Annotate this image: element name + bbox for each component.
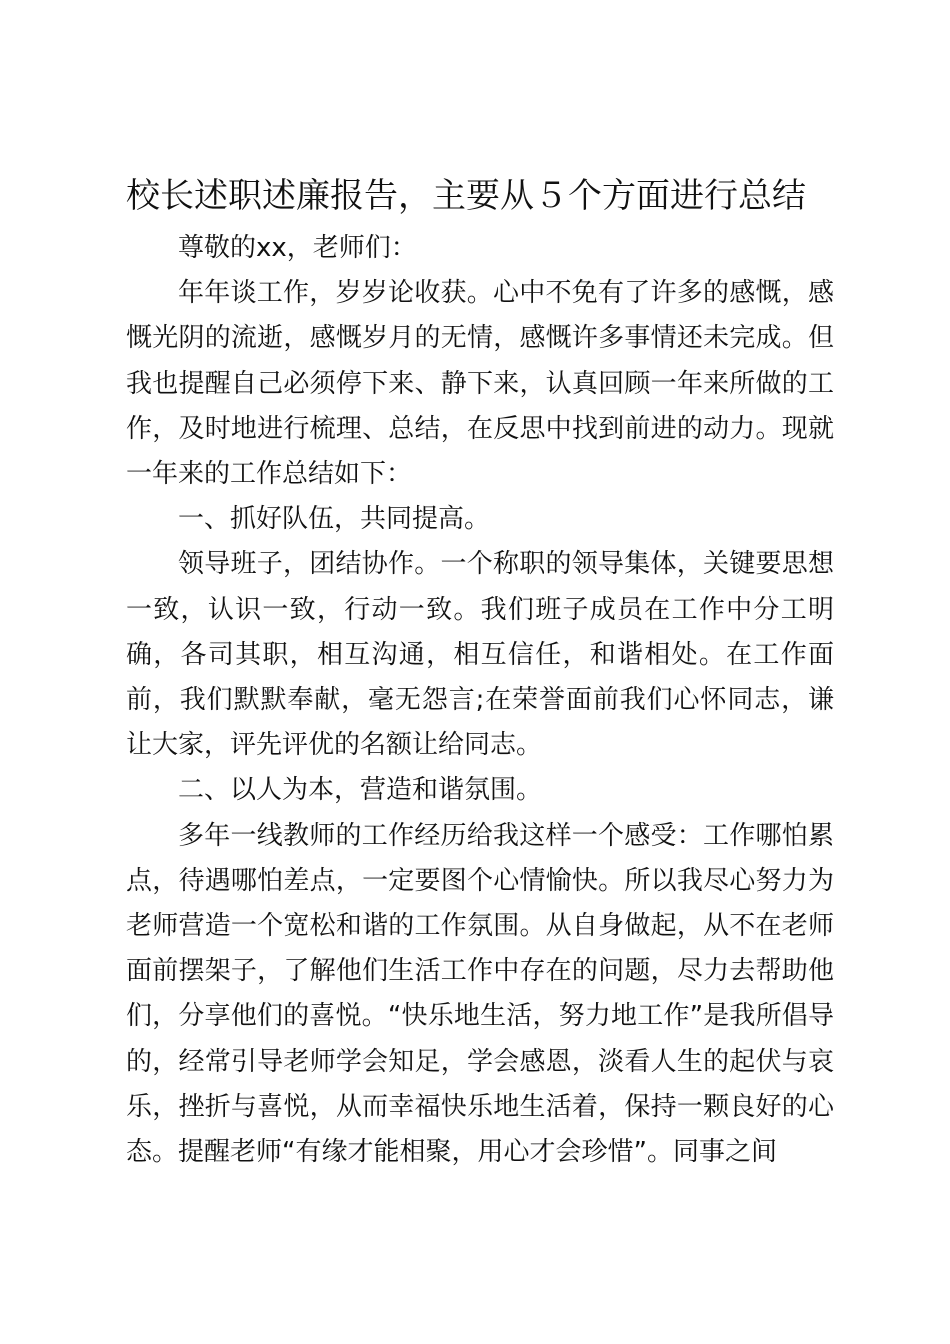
intro-paragraph: 年年谈工作，岁岁论收获。心中不免有了许多的感慨，感慨光阴的流逝，感慨岁月的无情，感慨许多事情还未完成。但我也提醒自己必须停下来、静下来，认真回顾一年来所做的工作，及时地进行梳理、总结，在反思中找到前进的动力。现就一年来的工作总结如下： — [126, 278, 834, 490]
document-body — [126, 226, 834, 1175]
salutation-paragraph: 尊敬的xx，老师们： — [178, 233, 417, 263]
section-heading-2: 二、以人为本，营造和谐氛围。 — [178, 775, 543, 806]
section-2-paragraph: 多年一线教师的工作经历给我这样一个感受：工作哪怕累点，待遇哪怕差点，一定要图个心情愉快。所以我尽心努力为老师营造一个宽松和谐的工作氛围。从自身做起，从不在老师面前摆架子，了解他们生活工作中存在的问题，尽力去帮助他们，分享他们的喜悦。“快乐地生活，努力地工作”是我所倡导的，经常引导老师学会知足，学会感恩，淡看人生的起伏与哀乐，挫折与喜悦，从而幸福快乐地生活着，保持一颗良好的心态。提醒老师“有缘才能相聚，用心才会珍惜”。同事之间 — [126, 820, 834, 1168]
section-heading-1: 一、抓好队伍，共同提高。 — [178, 504, 491, 535]
document-title: 校长述职述廉报告，主要从５个方面进行总结 — [126, 176, 806, 216]
section-1-paragraph: 领导班子，团结协作。一个称职的领导集体，关键要思想一致，认识一致，行动一致。我们班子成员在工作中分工明确，各司其职，相互沟通，相互信任，和谐相处。在工作面前，我们默默奉献，毫无怨言;在荣誉面前我们心怀同志，谦让大家，评先评优的名额让给同志。 — [126, 549, 834, 761]
